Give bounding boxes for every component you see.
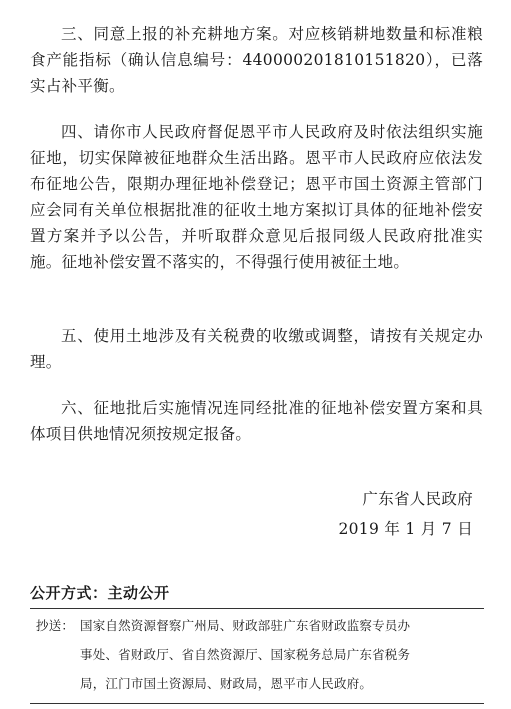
cc-label: 抄送： xyxy=(36,618,75,633)
issuing-authority: 广东省人民政府 xyxy=(362,490,473,508)
paragraph-item-3: 三、同意上报的补充耕地方案。对应核销耕地数量和标准粮食产能指标（确认信息编号：44000020181015182​0），已落实占补平衡。 xyxy=(30,25,483,95)
cc-block xyxy=(30,611,484,698)
cc-recipients-line-2: 事处、省财政厅、省自然资源厅、国家税务总局广东省税务 xyxy=(80,647,411,662)
paragraph-item-5: 五、使用土地涉及有关税费的收缴或调整，请按有关规定办理。 xyxy=(30,327,483,371)
divider-bottom xyxy=(30,703,484,704)
cc-first-line xyxy=(30,611,484,640)
issue-date: 2019 年 1 月 7 日 xyxy=(338,520,473,538)
disclosure-method: 公开方式：主动公开 xyxy=(30,584,170,602)
cc-recipients-line-3: 局，江门市国土资源局、财政局，恩平市人民政府。 xyxy=(80,676,373,691)
divider-top xyxy=(30,608,484,609)
paragraph-item-4: 四、请你市人民政府督促恩平市人民政府及时依法组织实施征地，切实保障被征地群众生活出路。恩平市人民政府应依法发布征地公告，限期办理征地补偿登记；恩平市国土资源主管部门应会同有关单位根据批准的征收土地方案拟订具体的征地补偿安置方案并予以公告，并听取群众意见后报同级人民政府批准实施。征地补偿安置不落实的，不得强行使用被征土地。 xyxy=(30,123,483,271)
paragraph-item-6: 六、征地批后实施情况连同经批准的征地补偿安置方案和具体项目供地情况须按规定报备。 xyxy=(30,399,483,443)
cc-recipients-line-1: 国家自然资源督察广州局、财政部驻广东省财政监察专员办 xyxy=(80,618,411,633)
